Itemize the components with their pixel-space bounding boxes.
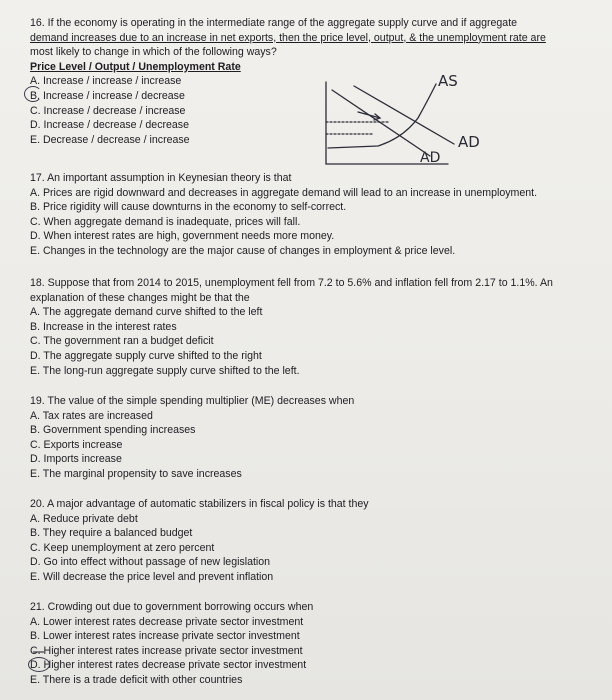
question-17-option-d[interactable]: D. When interest rates are high, government needs more money. <box>30 230 335 243</box>
question-21-option-e[interactable]: E. There is a trade deficit with other countries <box>30 673 243 686</box>
question-17-option-b[interactable]: B. Price rigidity will cause downturns in the economy to self-correct. <box>30 201 347 214</box>
question-21-option-d[interactable]: D. Higher interest rates decrease private sector investment <box>30 659 307 672</box>
question-19-option-c[interactable]: C. Exports increase <box>30 438 123 451</box>
question-16-stem-line-3: most likely to change in which of the following ways? <box>30 46 277 59</box>
question-17-option-e[interactable]: E. Changes in the technology are the major cause of changes in employment & price level. <box>30 244 456 257</box>
question-18-stem-line-2: explanation of these changes might be that the <box>30 291 250 304</box>
question-19-option-e[interactable]: E. The marginal propensity to save increases <box>30 467 242 480</box>
question-19 <box>30 394 354 482</box>
question-19-option-a[interactable]: A. Tax rates are increased <box>30 409 153 422</box>
question-21-option-c[interactable]: C. Higher interest rates increase private sector investment <box>30 644 303 657</box>
question-21-stem: 21. Crowding out due to government borrowing occurs when <box>30 601 314 613</box>
question-17 <box>30 171 537 259</box>
question-20-option-b[interactable]: B. They require a balanced budget <box>30 527 193 540</box>
question-20 <box>30 497 369 585</box>
question-17-option-c[interactable]: C. When aggregate demand is inadequate, prices will fall. <box>30 215 301 228</box>
question-21-option-b[interactable]: B. Lower interest rates increase private sector investment <box>30 630 300 643</box>
question-16-column-header: Price Level / Output / Unemployment Rate <box>30 60 241 73</box>
question-17-option-a[interactable]: A. Prices are rigid downward and decreases in aggregate demand will lead to an increase in unemployment. <box>30 186 538 199</box>
question-16-stem-line-2: demand increases due to an increase in net exports, then the price level, output, & the unemployment rate are <box>30 31 546 44</box>
question-18-option-d[interactable]: D. The aggregate supply curve shifted to the right <box>30 349 262 362</box>
as-curve <box>328 84 436 148</box>
question-18 <box>30 276 553 378</box>
question-16-option-e[interactable]: E. Decrease / decrease / increase <box>30 133 190 146</box>
question-18-option-e[interactable]: E. The long-run aggregate supply curve shifted to the left. <box>30 364 300 377</box>
question-19-option-b[interactable]: B. Government spending increases <box>30 424 196 437</box>
strike-mark <box>30 638 50 668</box>
question-16-option-d[interactable]: D. Increase / decrease / decrease <box>30 119 189 132</box>
question-18-option-c[interactable]: C. The government ran a budget deficit <box>30 335 214 348</box>
question-16-option-c[interactable]: C. Increase / decrease / increase <box>30 104 186 117</box>
question-20-option-e[interactable]: E. Will decrease the price level and prevent inflation <box>30 570 274 583</box>
question-20-option-a[interactable]: A. Reduce private debt <box>30 512 138 525</box>
answer-circle-mark <box>24 86 42 102</box>
question-18-stem-line-1: 18. Suppose that from 2014 to 2015, unemployment fell from 7.2 to 5.6% and inflation fell from 2.17 to 1.1%. An <box>30 277 553 289</box>
question-16-stem-line-1: 16. If the economy is operating in the intermediate range of the aggregate supply curve and if aggregate <box>30 17 518 29</box>
question-20-option-d[interactable]: D. Go into effect without passage of new legislation <box>30 556 271 569</box>
ad-label-initial: AD <box>420 150 441 166</box>
as-ad-diagram <box>318 78 508 170</box>
question-20-stem: 20. A major advantage of automatic stabilizers in fiscal policy is that they <box>30 498 369 510</box>
ad-label-shifted: AD <box>458 133 480 151</box>
question-18-option-b[interactable]: B. Increase in the interest rates <box>30 320 177 333</box>
question-19-option-d[interactable]: D. Imports increase <box>30 453 122 466</box>
question-21-option-a[interactable]: A. Lower interest rates decrease private sector investment <box>30 615 304 628</box>
question-16-option-b[interactable]: B. Increase / increase / decrease <box>30 89 185 102</box>
question-20-option-c[interactable]: C. Keep unemployment at zero percent <box>30 541 215 554</box>
question-21 <box>30 600 313 688</box>
question-17-stem: 17. An important assumption in Keynesian theory is that <box>30 172 292 184</box>
as-label: AS <box>438 72 458 90</box>
question-18-option-a[interactable]: A. The aggregate demand curve shifted to the left <box>30 306 263 319</box>
ad-curve-initial <box>332 90 430 156</box>
question-16-option-a[interactable]: A. Increase / increase / increase <box>30 75 182 88</box>
question-19-stem: 19. The value of the simple spending multiplier (ME) decreases when <box>30 395 355 407</box>
